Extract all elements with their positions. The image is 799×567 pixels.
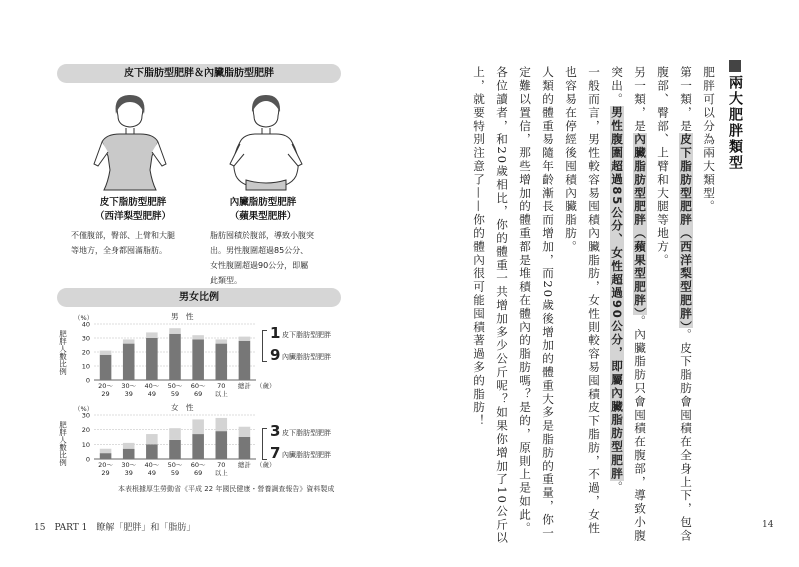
bar-visceral xyxy=(192,339,204,380)
bar-visceral xyxy=(100,453,112,459)
x-tick-label-top: 30～ xyxy=(121,382,137,390)
x-tick-label-bottom: 49 xyxy=(147,390,156,398)
male-chart xyxy=(58,310,276,406)
male-subcutaneous-ratio: 1 xyxy=(270,324,281,342)
bar-subcutaneous xyxy=(123,443,135,449)
bar-visceral xyxy=(123,449,135,459)
x-tick-label-top: 總計 xyxy=(237,461,251,469)
bar-subcutaneous xyxy=(239,427,251,437)
para-1: 肥胖可以分為兩大類型。 xyxy=(702,66,716,214)
x-tick-label-bottom: 59 xyxy=(170,390,180,398)
female-visceral-ratio: 7 xyxy=(270,444,281,462)
bar-visceral xyxy=(169,440,181,459)
bar-subcutaneous xyxy=(239,337,251,341)
female-chart xyxy=(58,401,276,485)
section-header-fat-types: 皮下脂肪型肥胖＆內臟脂肪型肥胖 xyxy=(57,64,341,83)
x-unit-label: （歲） xyxy=(256,382,276,390)
y-tick-label: 0 xyxy=(85,376,90,385)
bar-visceral xyxy=(100,355,112,380)
y-tick-label: 10 xyxy=(81,362,90,371)
female-bar-chart xyxy=(58,401,276,481)
x-tick-label-top: 50～ xyxy=(167,382,183,390)
x-tick-label-top: 70 xyxy=(217,382,226,390)
section-heading: 兩大肥胖類型 xyxy=(725,60,745,171)
para-4-line-1: 一般而言，男性較容易囤積內臟脂肪，女性則較容易囤積皮下脂肪，不過，女性 xyxy=(587,66,601,535)
bar-subcutaneous xyxy=(216,339,228,343)
pear-body-figure xyxy=(80,90,180,190)
x-tick-label-top: 40～ xyxy=(144,461,160,469)
bar-subcutaneous xyxy=(216,418,228,431)
page-number: 14 xyxy=(762,520,774,530)
bar-visceral xyxy=(146,444,158,459)
y-tick-label: 40 xyxy=(81,320,90,329)
x-tick-label-top: 60～ xyxy=(190,461,206,469)
section-header-gender-ratio: 男女比例 xyxy=(57,288,341,307)
male-visceral-label: 內臟脂肪型肥胖 xyxy=(282,353,331,361)
heading-square-icon xyxy=(729,60,741,72)
x-tick-label-top: 50～ xyxy=(167,461,183,469)
bar-visceral xyxy=(146,338,158,380)
x-tick-label-bottom: 49 xyxy=(147,469,156,477)
para-5-line-1: 人類的體重易隨年齡漸長而增加，而20歲後增加的體重大多是脂肪的重量，你一 xyxy=(541,66,555,540)
bar-subcutaneous xyxy=(100,351,112,355)
para-6-line-2: 上，就要特別注意了——你的體內很可能囤積著過多的脂肪！ xyxy=(472,66,486,428)
bar-subcutaneous xyxy=(100,449,112,453)
y-axis-label: 肥胖人數比例 xyxy=(58,421,68,466)
male-visceral-ratio: 9 xyxy=(270,346,281,364)
x-tick-label-top: 20～ xyxy=(98,461,113,469)
bar-visceral xyxy=(216,344,228,380)
pear-type-subtitle: （西洋梨型肥胖） xyxy=(94,211,171,222)
para-5-line-2: 定難以置信，那些增加的體重都是堆積在體內的脂肪嗎？是的，原則上是如此。 xyxy=(518,66,532,535)
bar-subcutaneous xyxy=(169,328,181,334)
para-2-line-2: 腹部、臀部、上臂和大腿等地方。 xyxy=(656,66,670,267)
y-tick-label: 0 xyxy=(85,455,90,464)
right-page xyxy=(400,0,799,567)
y-tick-label: 20 xyxy=(81,348,90,357)
y-unit-label: （%） xyxy=(74,314,94,322)
y-unit-label: （%） xyxy=(74,405,94,413)
bar-visceral xyxy=(239,437,251,459)
bar-visceral xyxy=(239,341,251,380)
chart-source-note: 本表根據厚生勞動省《平成 22 年國民健康・營養調查報告》資料製成 xyxy=(118,485,335,493)
x-tick-label-top: 60～ xyxy=(190,382,206,390)
x-tick-label-top: 30～ xyxy=(121,461,137,469)
para-3-line-1: 另一類，是內臟脂肪型肥胖（蘋果型肥胖）。內臟脂肪只會囤積在腹部，導致小腹 xyxy=(633,66,647,543)
pear-type-description: 不僅腹部，臀部、上臂和大腿 等地方，全身都囤滿脂肪。 xyxy=(71,231,175,255)
x-tick-label-bottom: 以上 xyxy=(214,469,228,477)
female-visceral-label: 內臟脂肪型肥胖 xyxy=(282,451,331,459)
x-tick-label-bottom: 59 xyxy=(170,469,180,477)
y-tick-label: 20 xyxy=(81,426,90,435)
apple-type-description: 脂肪囤積於腹部，導致小腹突 出。男性腹圍超過85公分、 女性腹圍超過90公分，即屬 此類型。 xyxy=(210,231,314,285)
bar-visceral xyxy=(192,434,204,459)
bar-subcutaneous xyxy=(192,335,204,339)
x-tick-label-bottom: 29 xyxy=(101,390,110,398)
apple-body-figure xyxy=(216,90,316,190)
bar-subcutaneous xyxy=(192,419,204,434)
x-tick-label-top: 70 xyxy=(217,461,226,469)
para-4-line-2: 也容易在停經後囤積內臟脂肪。 xyxy=(564,66,578,254)
bar-subcutaneous xyxy=(146,434,158,444)
male-ratio-legend xyxy=(262,326,372,366)
male-subcutaneous-label: 皮下脂肪型肥胖 xyxy=(282,331,331,339)
left-footer: 15 PART 1 瞭解「肥胖」和「脂肪」 xyxy=(34,523,196,533)
pear-type-title: 皮下脂肪型肥胖 xyxy=(99,197,167,208)
x-tick-label-top: 總計 xyxy=(237,382,251,390)
chart-title: 女 性 xyxy=(171,403,194,412)
x-tick-label-bottom: 69 xyxy=(194,469,203,477)
female-subcutaneous-label: 皮下脂肪型肥胖 xyxy=(282,429,331,437)
y-tick-label: 30 xyxy=(81,334,90,343)
chart-title: 男 性 xyxy=(171,312,194,321)
para-2-line-1: 第一類，是皮下脂肪型肥胖（西洋梨型肥胖）。皮下脂肪會囤積在全身上下，包含 xyxy=(679,66,693,543)
bar-visceral xyxy=(169,334,181,380)
apple-type-title: 內臟脂肪型肥胖 xyxy=(229,197,297,208)
apple-type-subtitle: （蘋果型肥胖） xyxy=(229,211,297,222)
x-tick-label-top: 20～ xyxy=(98,382,113,390)
x-tick-label-bottom: 29 xyxy=(101,469,110,477)
male-bar-chart xyxy=(58,310,276,402)
x-tick-label-bottom: 以上 xyxy=(214,390,228,398)
female-subcutaneous-ratio: 3 xyxy=(270,422,281,440)
x-tick-label-bottom: 69 xyxy=(194,390,203,398)
x-unit-label: （歲） xyxy=(256,461,276,469)
bar-visceral xyxy=(123,344,135,380)
y-tick-label: 30 xyxy=(81,411,90,420)
bar-subcutaneous xyxy=(146,332,158,338)
x-tick-label-bottom: 39 xyxy=(124,469,133,477)
bar-visceral xyxy=(216,431,228,459)
bar-subcutaneous xyxy=(169,428,181,440)
x-tick-label-bottom: 39 xyxy=(124,390,133,398)
para-3-line-2: 突出。男性腹圍超過85公分、女性超過90公分，即屬內臟脂肪型肥胖。 xyxy=(610,66,624,495)
y-axis-label: 肥胖人數比例 xyxy=(58,330,68,375)
para-6-line-1: 各位讀者，和20歲相比，你的體重一共增加多少公斤呢？如果你增加了10公斤以 xyxy=(495,66,509,545)
bar-subcutaneous xyxy=(123,339,135,343)
x-tick-label-top: 40～ xyxy=(144,382,160,390)
y-tick-label: 10 xyxy=(81,440,90,449)
female-ratio-legend xyxy=(262,424,372,464)
